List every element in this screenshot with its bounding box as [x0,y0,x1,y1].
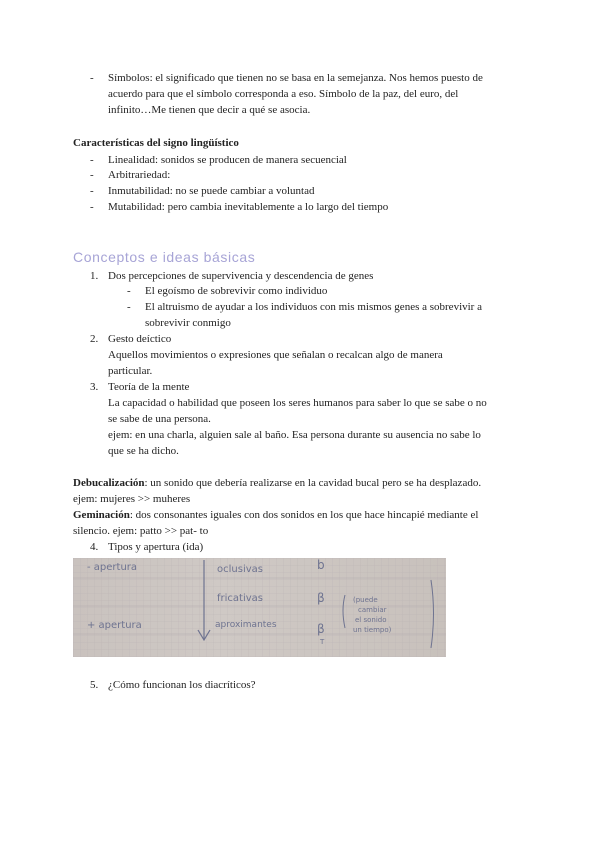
geminacion-line-2: silencio. ejem: patto >> pat- to [73,525,209,537]
bullet-dash: - [90,154,94,166]
bullet-dash: - [127,301,131,313]
hw-plus-apertura: + apertura [87,620,142,631]
hw-note: (puede [353,596,378,604]
intro-line-3: infinito…Me tienen que decir a qué se asocia. [108,104,311,116]
bullet-dash: - [90,72,94,84]
concept-sub: sobrevivir conmigo [145,317,231,329]
geminacion-line: Geminación: dos consonantes iguales con dos sonidos en los que hace hincapié mediante el [73,509,479,521]
hw-aproximantes: aproximantes [215,620,277,630]
hw-beta-t: β [317,622,325,636]
hw-note: el sonido [355,616,387,624]
concept-text: que se ha dicho. [108,445,179,457]
item4-title: Tipos y apertura (ida) [108,541,204,553]
hw-minus-apertura: - apertura [87,562,138,573]
hw-note: cambiar [358,606,387,614]
hw-b: b [317,558,325,572]
characteristic-item: Arbitrariedad: [108,169,171,181]
concept-text: se sabe de una persona. [108,413,211,425]
list-number: 1. [90,270,99,282]
concept-text: La capacidad o habilidad que poseen los seres humanos para saber lo que se sabe o no [108,397,487,409]
bullet-dash: - [90,169,94,181]
bullet-dash: - [90,185,94,197]
characteristic-item: Mutabilidad: pero cambia inevitablemente a lo largo del tiempo [108,201,389,213]
bullet-dash: - [90,201,94,213]
debucalizacion-line: Debucalización: un sonido que debería realizarse en la cavidad bucal pero se ha desplazado. [73,477,482,489]
list-number: 5. [90,679,99,691]
concept-title: Dos percepciones de supervivencia y descendencia de genes [108,270,374,282]
characteristic-item: Linealidad: sonidos se producen de manera secuencial [108,154,347,166]
debucalizacion-example: ejem: mujeres >> muheres [73,493,191,505]
concept-sub: El egoísmo de sobrevivir como individuo [145,285,328,297]
characteristics-title: Características del signo lingüístico [73,137,239,149]
section-heading: Conceptos e ideas básicas [73,249,256,265]
hw-note: un tiempo) [353,626,392,634]
list-number: 2. [90,333,99,345]
list-number: 3. [90,381,99,393]
characteristic-item: Inmutabilidad: no se puede cambiar a voluntad [108,185,315,197]
concept-text: ejem: en una charla, alguien sale al baño. Esa persona durante su ausencia no sabe lo [108,429,481,441]
list-number: 4. [90,541,99,553]
handwritten-notes-photo [73,558,446,657]
intro-line-2: acuerdo para que el símbolo corresponda a eso. Símbolo de la paz, del euro, del [108,88,459,100]
bullet-dash: - [127,285,131,297]
hw-oclusivas: oclusivas [217,564,263,575]
hw-fricativas: fricativas [217,593,263,604]
hw-t: T [320,638,325,646]
intro-line-1: Símbolos: el significado que tienen no se basa en la semejanza. Nos hemos puesto de [108,72,483,84]
concept-title: Gesto deíctico [108,333,172,345]
concept-sub: El altruismo de ayudar a los individuos con mis mismos genes a sobrevivir a [145,301,482,313]
item5-title: ¿Cómo funcionan los diacríticos? [108,679,256,691]
concept-title: Teoría de la mente [108,381,190,393]
concept-text: Aquellos movimientos o expresiones que señalan o recalcan algo de manera [108,349,443,361]
concept-text: particular. [108,365,153,377]
hw-beta: β [317,591,325,605]
